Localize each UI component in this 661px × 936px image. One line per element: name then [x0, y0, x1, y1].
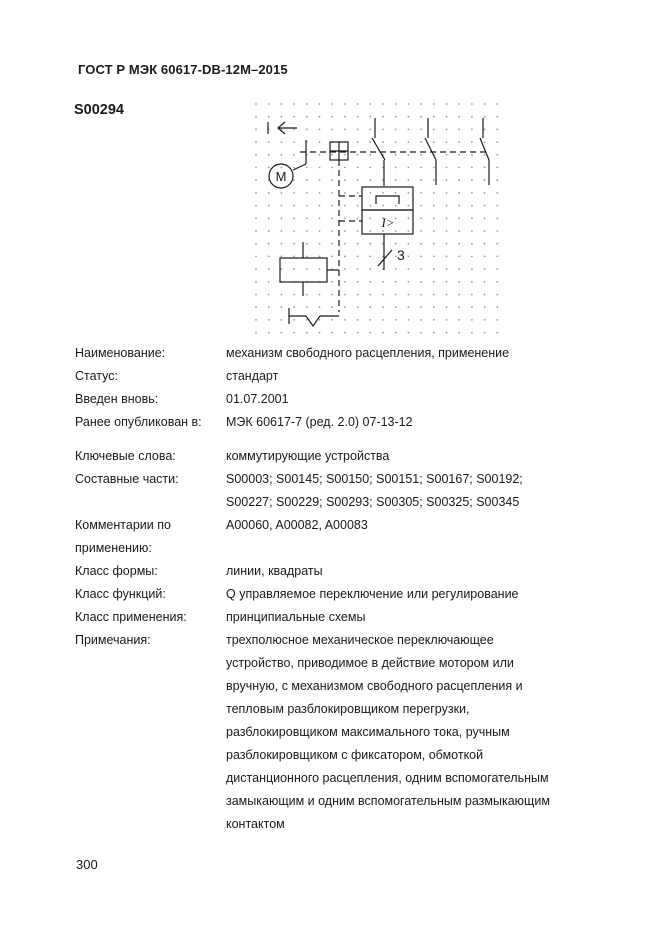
- field-name-label: Наименование:: [75, 346, 166, 360]
- field-parts-label: Составные части:: [75, 472, 179, 486]
- circuit-diagram: [250, 98, 520, 343]
- field-notes-line: тепловым разблокировщиком перегрузки,: [226, 702, 470, 716]
- field-keywords-value: коммутирующие устройства: [226, 449, 390, 463]
- field-function-class-label: Класс функций:: [75, 587, 166, 601]
- field-notes-line: трехполюсное механическое переключающее: [226, 633, 494, 647]
- field-introduced-label: Введен вновь:: [75, 392, 159, 406]
- field-function-class-value: Q управляемое переключение или регулирование: [226, 587, 519, 601]
- field-prev-published-label: Ранее опубликован в:: [75, 415, 202, 429]
- grid-dots: [255, 103, 498, 333]
- field-comments-value: A00060, A00082, A00083: [226, 518, 368, 532]
- field-status-label: Статус:: [75, 369, 118, 383]
- field-notes-line: разблокировщиком с фиксатором, обмоткой: [226, 748, 484, 762]
- field-keywords-label: Ключевые слова:: [75, 449, 176, 463]
- field-name-value: механизм свободного расцепления, применение: [226, 346, 510, 360]
- auxiliary-contact-icon: [289, 308, 339, 326]
- field-notes-line: дистанционного расцепления, одним вспомогательным: [226, 771, 549, 785]
- trip-coil-icon: [280, 242, 339, 296]
- motor-label: M: [275, 169, 287, 184]
- document-header: ГОСТ Р МЭК 60617-DB-12M–2015: [78, 62, 288, 77]
- field-form-class-label: Класс формы:: [75, 564, 158, 578]
- field-parts-line-2: S00227; S00229; S00293; S00305; S00325; S00345: [226, 495, 520, 509]
- field-notes-label: Примечания:: [75, 633, 151, 647]
- field-notes-line: контактом: [226, 817, 285, 831]
- callout-label: 3: [397, 247, 405, 263]
- field-prev-published-value: МЭК 60617-7 (ред. 2.0) 07-13-12: [226, 415, 413, 429]
- field-comments-label-1: Комментарии по: [75, 518, 171, 532]
- free-trip-mechanism-icon: [330, 142, 348, 160]
- field-notes-line: вручную, с механизмом свободного расцепления и: [226, 679, 523, 693]
- field-application-class-value: принципиальные схемы: [226, 610, 366, 624]
- overcurrent-label: I>: [381, 215, 395, 230]
- field-introduced-value: 01.07.2001: [226, 392, 289, 406]
- field-notes-line: устройство, приводимое в действие мотором или: [226, 656, 514, 670]
- field-status-value: стандарт: [226, 369, 279, 383]
- field-application-class-label: Класс применения:: [75, 610, 187, 624]
- field-notes-line: разблокировщиком максимального тока, ручным: [226, 725, 510, 739]
- page-number: 300: [76, 857, 98, 872]
- field-parts-line-1: S00003; S00145; S00150; S00151; S00167; S00192;: [226, 472, 523, 486]
- symbol-code: S00294: [74, 102, 124, 118]
- field-form-class-value: линии, квадраты: [226, 564, 323, 578]
- manual-operator-icon: [268, 122, 297, 134]
- field-notes-line: замыкающим и одним вспомогательным размыкающим: [226, 794, 550, 808]
- field-comments-label-2: применению:: [75, 541, 152, 555]
